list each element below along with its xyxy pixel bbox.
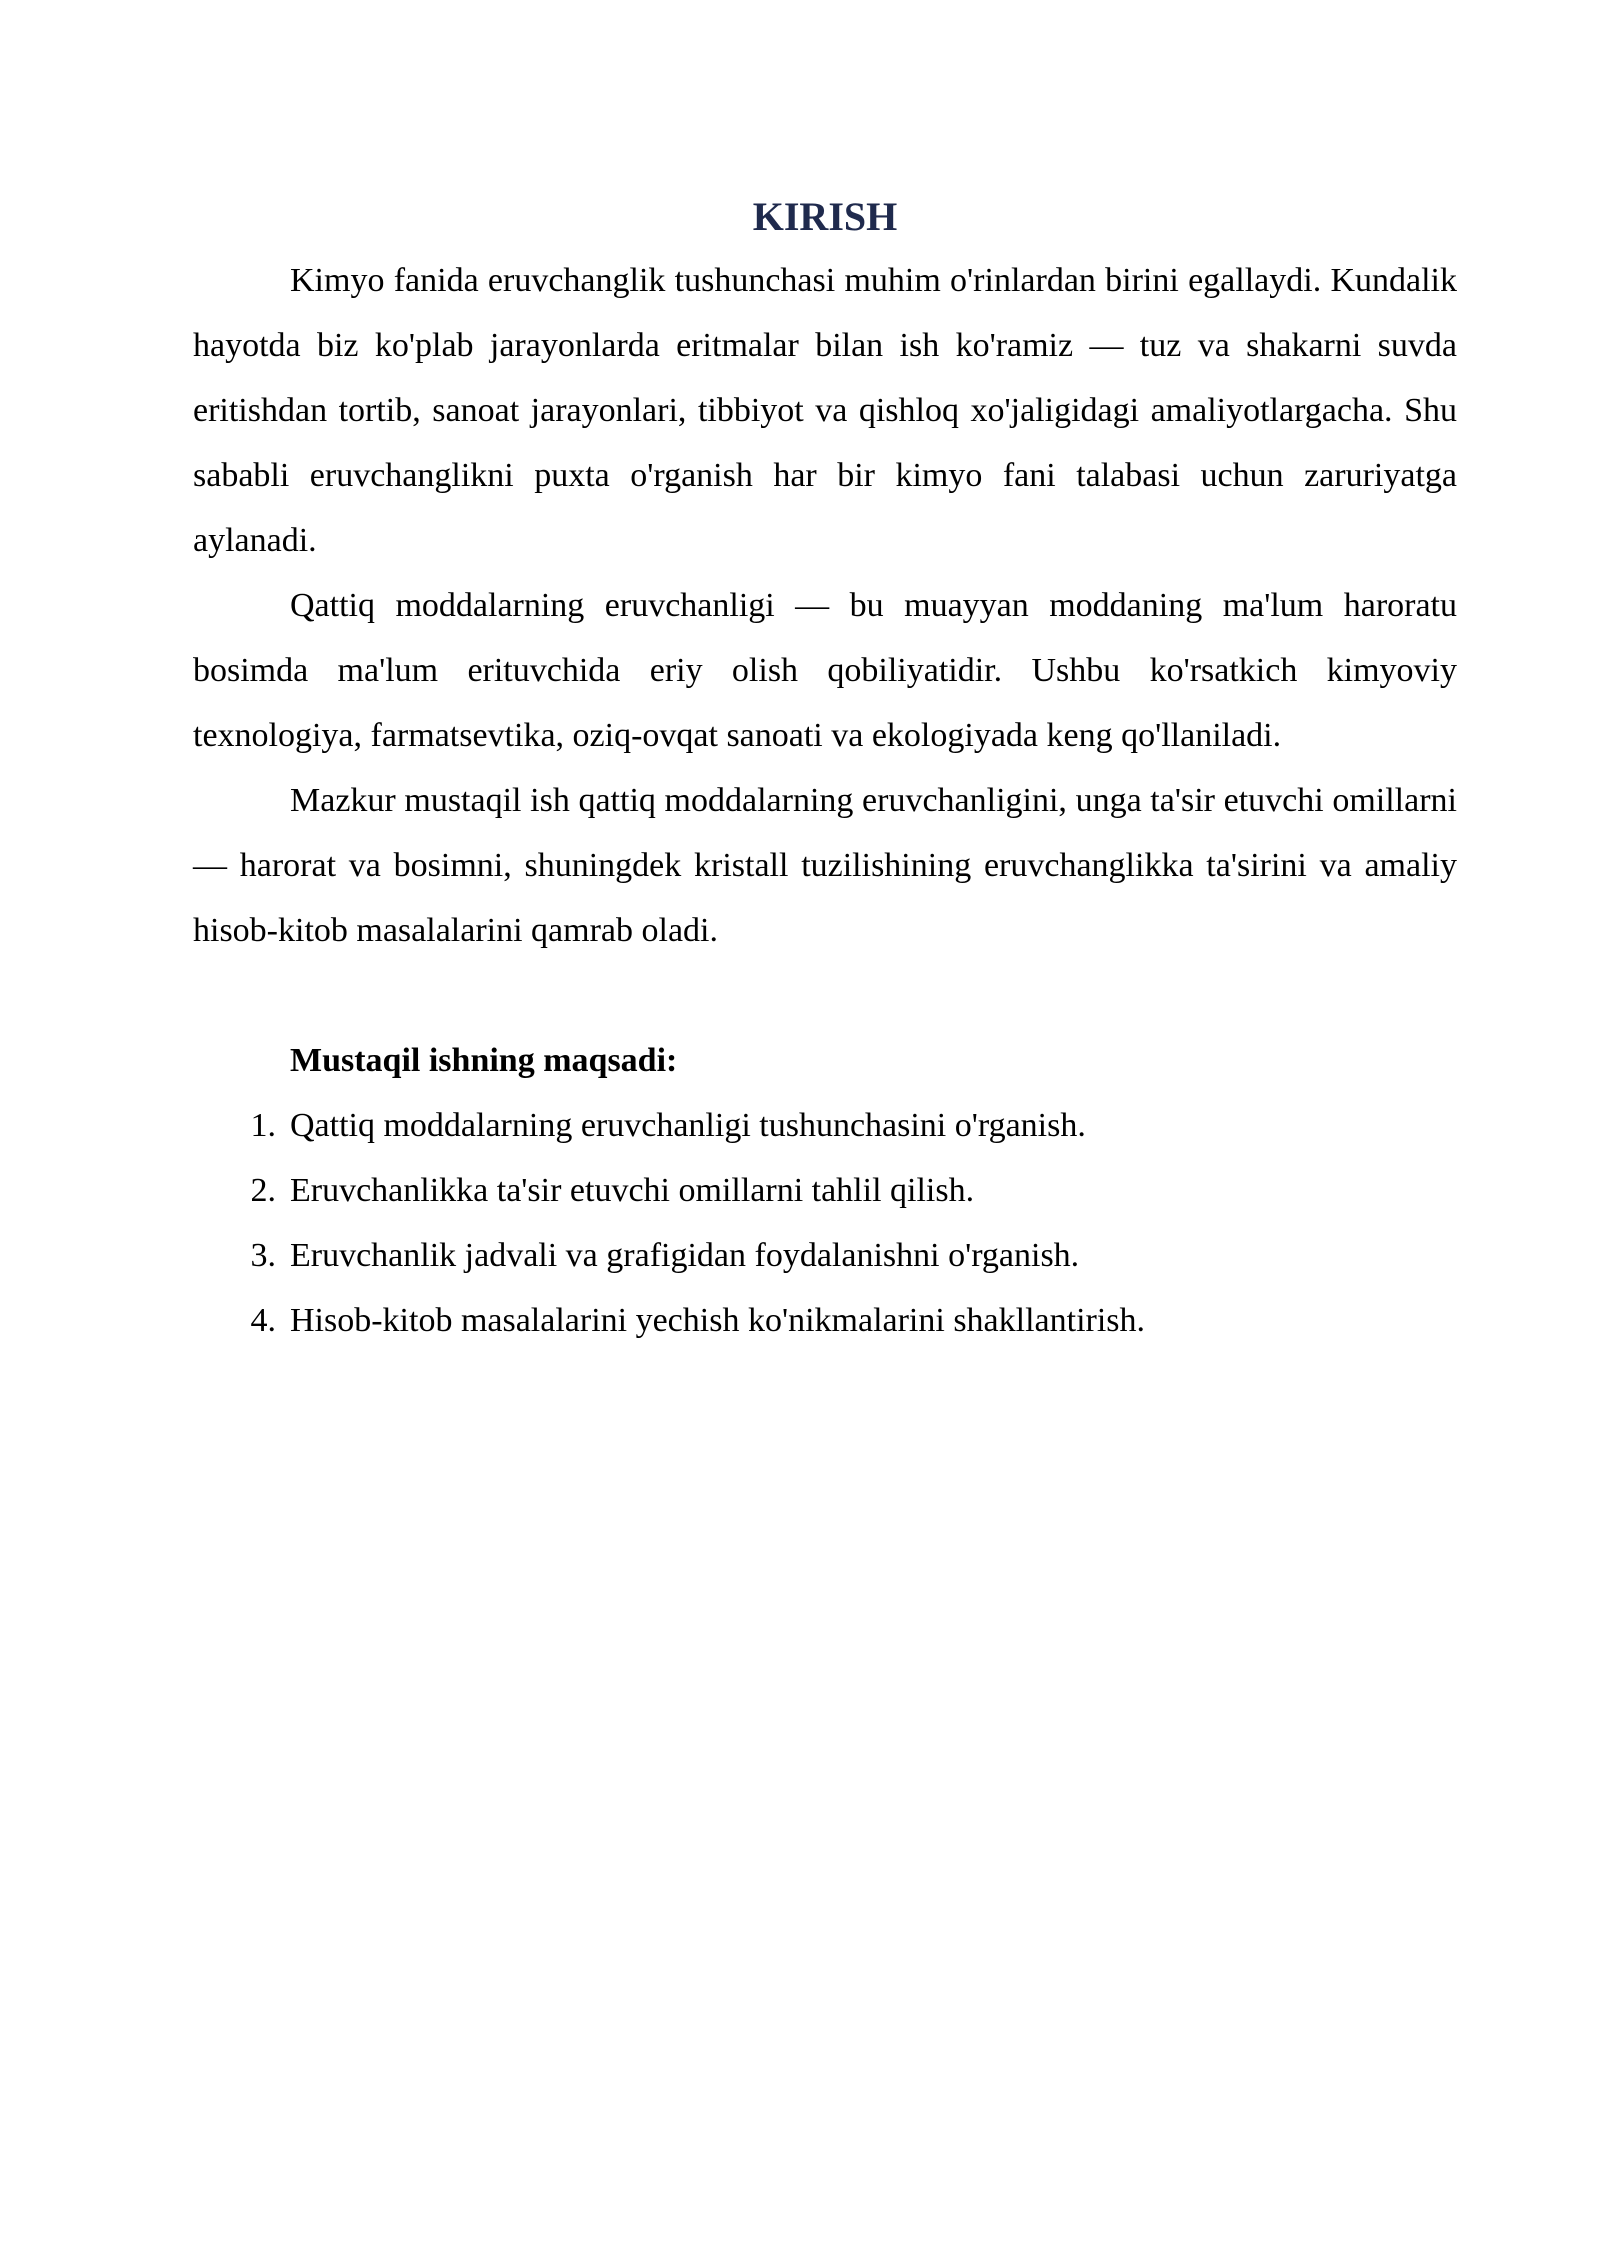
section-spacer (193, 963, 1457, 1028)
list-item-text: Hisob-kitob masalalarini yechish ko'nikmalarini shakllantirish. (290, 1302, 1146, 1339)
list-item-text: Qattiq moddalarning eruvchanligi tushunchasini o'rganish. (290, 1107, 1086, 1144)
intro-paragraph-2: Qattiq moddalarning eruvchanligi — bu muayyan moddaning ma'lum haroratu bosimda ma'lum erituvchida eriy olish qobiliyatidir. Ushbu ko'rsatkich kimyoviy texnologiya, farmatsevtika, oziq-ovqat sanoati va ekologiyada keng qo'llaniladi. (193, 587, 1457, 754)
list-item-number: 3. (250, 1237, 276, 1274)
document-page (193, 186, 1457, 1353)
list-item-number: 1. (250, 1107, 276, 1144)
list-item (193, 1288, 1457, 1353)
goals-heading: Mustaqil ishning maqsadi: (290, 1042, 678, 1079)
page-title: KIRISH (752, 194, 898, 239)
list-item-number: 2. (250, 1172, 276, 1209)
list-item-number: 4. (250, 1302, 276, 1339)
list-item (193, 1223, 1457, 1288)
list-item (193, 1158, 1457, 1223)
intro-paragraph-1: Kimyo fanida eruvchanglik tushunchasi muhim o'rinlardan birini egallaydi. Kundalik hayotda biz ko'plab jarayonlarda eritmalar bilan ish ko'ramiz — tuz va shakarni suvda eritishdan tortib, sanoat jarayonlari, tibbiyot va qishloq xo'jaligidagi amaliyotlargacha. Shu sababli eruvchanglikni puxta o'rganish har bir kimyo fani talabasi uchun zaruriyatga aylanadi. (193, 262, 1457, 559)
goals-list (193, 1093, 1457, 1353)
intro-paragraph-3: Mazkur mustaqil ish qattiq moddalarning eruvchanligini, unga ta'sir etuvchi omillarni — harorat va bosimni, shuningdek kristall tuzilishining eruvchanglikka ta'sirini va amaliy hisob-kitob masalalarini qamrab oladi. (193, 782, 1457, 949)
list-item (193, 1093, 1457, 1158)
list-item-text: Eruvchanlikka ta'sir etuvchi omillarni tahlil qilish. (290, 1172, 975, 1209)
list-item-text: Eruvchanlik jadvali va grafigidan foydalanishni o'rganish. (290, 1237, 1080, 1274)
